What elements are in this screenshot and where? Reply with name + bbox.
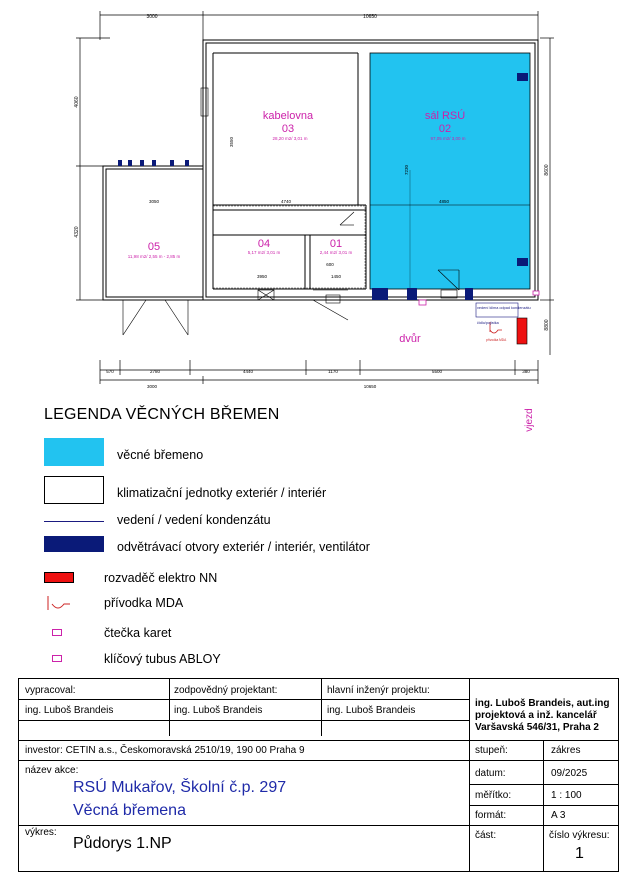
dim-label: 3950 [256,274,268,279]
mda-legend-icon [44,594,74,614]
legend-label-easement: věcné břemeno [117,448,204,462]
courtyard-label: dvůr [399,333,421,345]
legend-label-mda: přívodka MDA [104,596,184,610]
office-line-2: projektová a inž. kancelář [475,710,597,721]
mda-note: přívodka MDA [486,338,507,342]
dim-label: 3550 [229,136,234,148]
cislo-label: číslo výkresu: [549,830,610,841]
dim-right-1: 8600 [544,164,550,176]
legend-label-card-reader: čtečka karet [104,626,172,640]
format-label: formát: [475,810,507,821]
room-info-03: 28,20 m2/ 3,01 m [272,136,308,141]
dim-bottom-seg: 4440 [242,369,254,374]
legend-title: LEGENDA VĚCNÝCH BŘEMEN [44,406,280,423]
easement-sal-rsu [370,53,530,289]
legend-symbol-switchboard [44,572,74,583]
office-line-1: ing. Luboš Brandeis, aut.ing [475,698,610,709]
legend-symbol-vents [44,536,104,552]
dim-left-2: 4320 [74,226,80,238]
dim-bottom-seg: 570 [106,369,114,374]
datum-value: 09/2025 [551,768,588,779]
room-info-02: 97,05 m2/ 3,00 m [430,136,466,141]
room-number-02: 02 [438,123,452,135]
room-number-04: 04 [257,238,271,250]
dim-label: 7230 [404,164,409,176]
dim-left-1: 4060 [74,96,80,108]
key-tube-legend-icon [52,655,62,662]
stupen-value: zákres [551,745,581,756]
room-name-kabelovna: kabelovna [262,110,314,122]
dim-bottom-seg: 5500 [431,369,443,374]
room-info-01: 2,44 m2/ 3,01 m [319,250,353,255]
room-number-05: 05 [147,241,161,253]
dim-bottom-seg: 2780 [149,369,161,374]
dim-top-2: 10650 [363,14,377,20]
vykres-value: Půdorys 1.NP [73,835,172,852]
vykres-label: výkres: [25,827,57,838]
nazev-line-1: RSÚ Mukařov, Školní č.p. 297 [73,779,287,796]
dim-label: 1450 [330,274,342,279]
card-reader-icon [419,300,426,305]
legend-symbol-line [44,521,104,522]
room-name-sal-rsu: sál RSÚ [424,110,466,122]
legend-symbol-easement [44,438,104,466]
dim-label: 600 [326,262,334,267]
datum-label: datum: [475,768,506,779]
title-block [18,678,619,872]
legend-label-key-tube: klíčový tubus ABLOY [104,652,221,666]
legend-label-line: vedení / vedení kondenzátu [117,513,271,527]
dim-bottom-total: 10650 [363,384,377,389]
room-info-05: 11,98 m2/ 2,55 m - 2,85 m [127,254,181,259]
legend-label-ac-units: klimatizační jednotky exteriér / interiér [117,486,327,500]
zodpovedny-value: ing. Luboš Brandeis [174,705,263,716]
left-dimension-line [76,38,110,300]
dim-bottom-seg: 380 [522,369,530,374]
vypracoval-label: vypracoval: [25,685,76,696]
dim-bottom-total: 3000 [146,384,158,389]
cast-label: část: [475,830,497,841]
office-line-3: Varšavská 546/31, Praha 2 [475,722,599,733]
nazev-label: název akce: [25,765,79,776]
entry-label: vjezd [524,408,535,432]
condensate-note: vedení klima odpad kondenzátu [477,306,531,310]
legend-label-switchboard: rozvaděč elektro NN [104,571,218,585]
room-number-03: 03 [281,123,295,135]
dim-top-1: 3000 [146,14,158,20]
cislo-value: 1 [575,845,584,862]
vypracoval-value: ing. Luboš Brandeis [25,705,114,716]
nazev-line-2: Věcná břemena [73,802,186,819]
switchboard-nn [517,318,527,344]
dim-bottom-seg: 1170 [328,369,338,374]
top-dimension-line [100,11,538,40]
legend-symbol-ac-units [44,476,104,504]
dim-label: 4740 [280,199,292,204]
room-number-01: 01 [329,238,343,250]
hip-label: hlavní inženýr projektu: [327,685,430,696]
format-value: A 3 [551,810,566,821]
key-tube-icon [533,291,539,295]
meritko-label: měřítko: [475,790,512,801]
investor: investor: CETIN a.s., Českomoravská 2510/19, 190 00 Praha 9 [25,745,305,756]
legend-label-vents: odvětrávací otvory exteriér / interiér, ventilátor [117,540,370,554]
dim-label: 4850 [438,199,450,204]
dim-right-2: 8800 [544,319,550,331]
dim-label: 3050 [148,199,160,204]
bottom-dimension-line [100,360,538,384]
card-reader-legend-icon [52,629,62,636]
zodpovedny-label: zodpovědný projektant: [174,685,278,696]
condensate-note2: čidlo/pojistka [477,321,499,325]
right-dimension-line [540,38,554,355]
bottom-dimension-labels [106,369,530,389]
stupen-label: stupeň: [475,745,508,756]
meritko-value: 1 : 100 [551,790,582,801]
room-info-04: 5,17 m2/ 3,01 m [247,250,281,255]
hip-value: ing. Luboš Brandeis [327,705,416,716]
